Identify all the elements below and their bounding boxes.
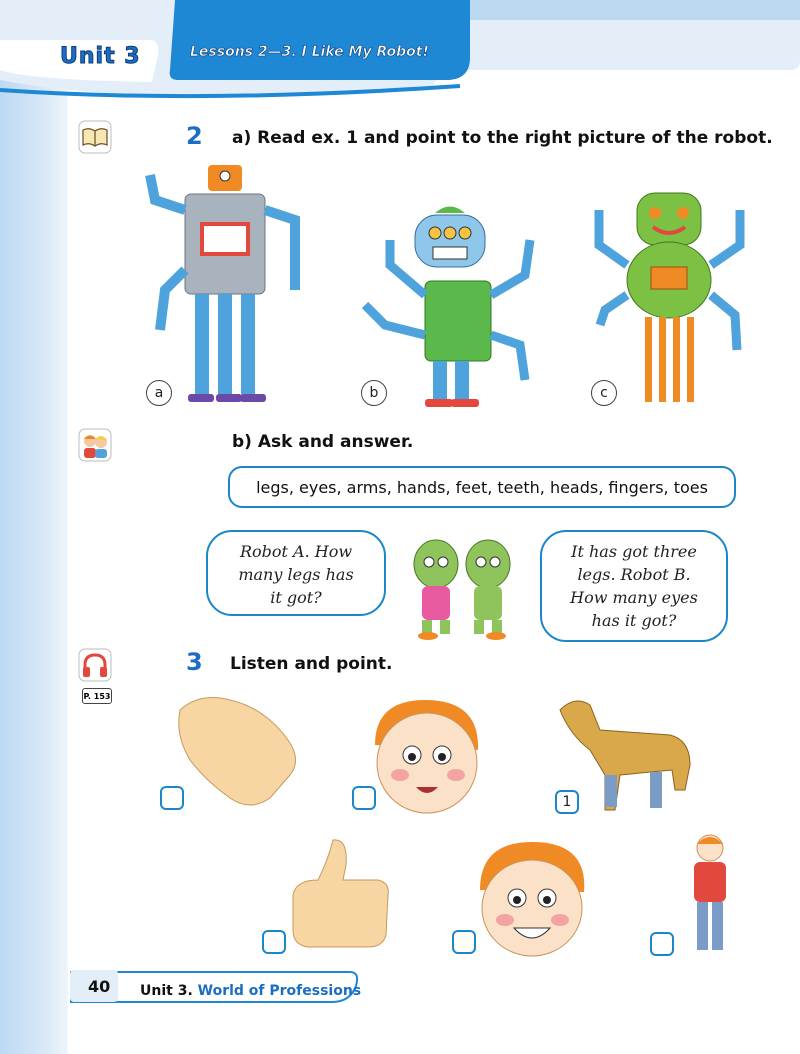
thumbs-up-illustration — [288, 835, 398, 955]
word-box: legs, eyes, arms, hands, feet, teeth, heads, fingers, toes — [228, 466, 736, 508]
footer-unit-label: Unit 3. — [140, 983, 193, 999]
bubble-right-line: legs. Robot B. — [577, 565, 691, 584]
answer-box-5[interactable] — [452, 930, 476, 954]
robot-c-illustration — [585, 185, 765, 410]
robot-label-c: c — [591, 380, 617, 406]
boy-face-illustration — [360, 695, 490, 820]
bubble-left-line: it got? — [270, 588, 322, 607]
page-reference: P. 153 — [82, 688, 112, 704]
exercise-2-number: 2 — [186, 122, 203, 150]
robot-b-illustration — [355, 195, 545, 410]
left-sidebar-stripe — [0, 0, 68, 1054]
robot-label-b: b — [361, 380, 387, 406]
robot-a-illustration — [140, 160, 320, 410]
answer-box-4[interactable] — [262, 930, 286, 954]
bubble-right-line: has it got? — [591, 611, 677, 630]
bubble-left-line: many legs has — [238, 565, 354, 584]
exercise-2a-instruction: a) Read ex. 1 and point to the right picture of the robot. — [232, 128, 773, 148]
answer-box-3[interactable]: 1 — [555, 790, 579, 814]
boy-teeth-illustration — [470, 840, 595, 960]
boy-standing-illustration — [680, 830, 740, 960]
footer-unit-name: World of Professions — [197, 983, 362, 999]
speech-bubble-left — [206, 530, 386, 616]
speech-bubble-right — [540, 530, 728, 642]
answer-box-1[interactable] — [160, 786, 184, 810]
exercise-2b-instruction: b) Ask and answer. — [232, 432, 414, 452]
exercise-3-number: 3 — [186, 648, 203, 676]
answer-box-6[interactable] — [650, 932, 674, 956]
bubble-right-line: It has got three — [571, 542, 697, 561]
book-icon — [78, 120, 112, 154]
page-number: 40 — [88, 977, 111, 996]
unit-badge: Unit 3 — [60, 44, 141, 69]
hand-illustration — [170, 690, 305, 815]
robot-label-a: a — [146, 380, 172, 406]
kids-pair-icon — [78, 428, 112, 462]
headphones-icon — [78, 648, 112, 682]
aliens-illustration — [398, 524, 528, 642]
answer-box-2[interactable] — [352, 786, 376, 810]
bubble-left-line: Robot A. How — [239, 542, 353, 561]
lesson-title: Lessons 2—3. I Like My Robot! — [190, 44, 429, 60]
bubble-right-line: How many eyes — [570, 588, 698, 607]
footer-unit-line — [140, 983, 361, 999]
exercise-3-instruction: Listen and point. — [230, 654, 393, 674]
